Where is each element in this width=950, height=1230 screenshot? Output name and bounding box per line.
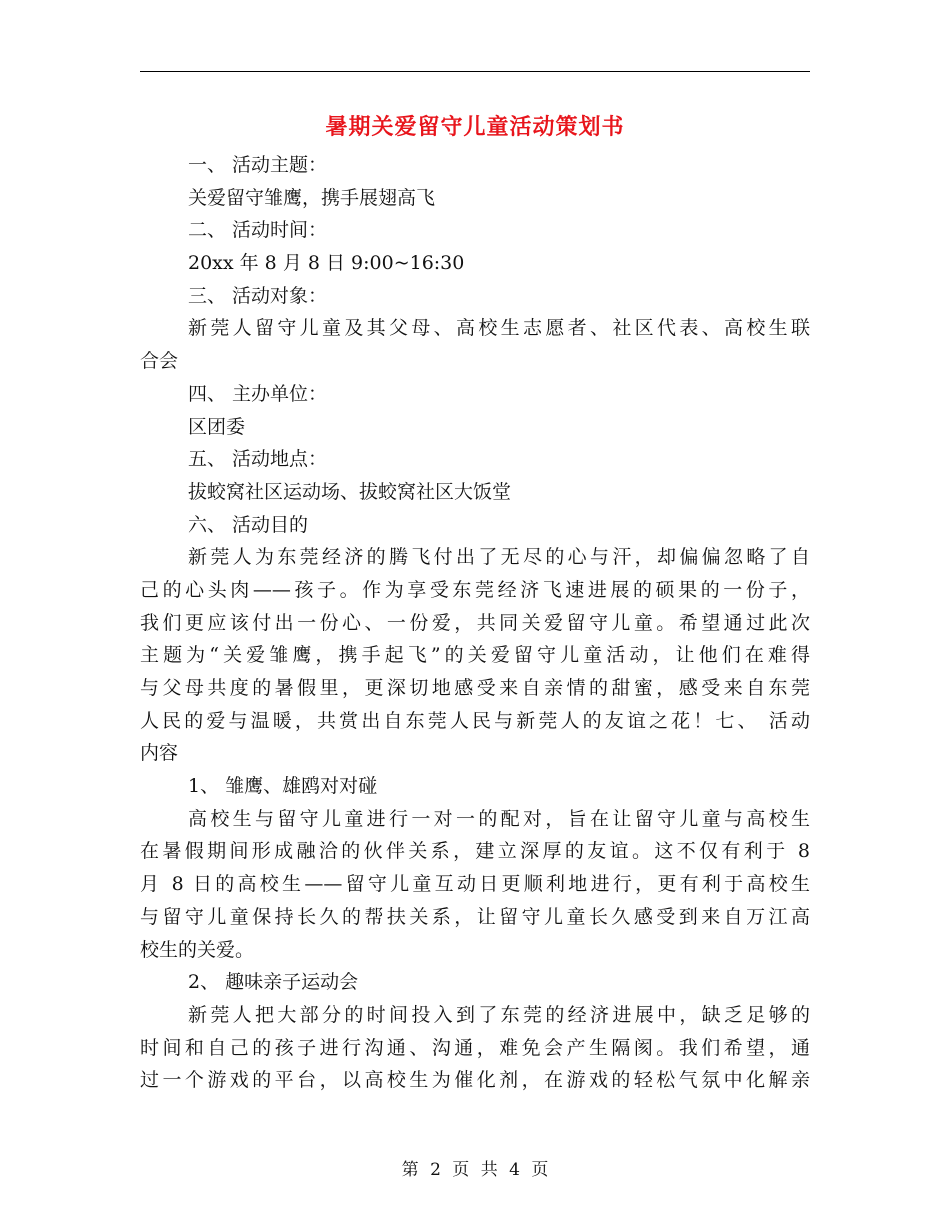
document-title: 暑期关爱留守儿童活动策划书 bbox=[325, 114, 625, 140]
text-line: 五、 活动地点： bbox=[188, 448, 328, 471]
text-line: 在暑假期间形成融洽的伙伴关系，建立深厚的友谊。这不仅有利于 8 bbox=[140, 840, 810, 863]
text-line: 六、 活动目的 bbox=[188, 513, 309, 536]
text-line: 四、 主办单位： bbox=[188, 382, 328, 405]
text-line: 合会 bbox=[140, 350, 179, 373]
text-line: 新莞人把大部分的时间投入到了东莞的经济进展中，缺乏足够的 bbox=[188, 1003, 810, 1026]
text-line: 己的心头肉——孩子。作为享受东莞经济飞速进展的硕果的一份子， bbox=[140, 578, 810, 601]
text-line: 区团委 bbox=[188, 415, 246, 438]
text-line: 主题为“关爱雏鹰，携手起飞”的关爱留守儿童活动，让他们在难得 bbox=[140, 644, 810, 667]
text-line: 与留守儿童保持长久的帮扶关系，让留守儿童长久感受到来自万江高 bbox=[140, 905, 810, 928]
header-rule bbox=[140, 71, 810, 72]
text-line: 校生的关爱。 bbox=[140, 938, 255, 961]
text-line: 内容 bbox=[140, 742, 179, 765]
text-line: 1、 雏鹰、雄鸥对对碰 bbox=[188, 775, 378, 798]
text-line: 与父母共度的暑假里，更深切地感受来自亲情的甜蜜，感受来自东莞 bbox=[140, 677, 810, 699]
text-line: 时间和自己的孩子进行沟通、沟通，难免会产生隔阂。我们希望，通 bbox=[140, 1036, 810, 1059]
text-line: 新莞人留守儿童及其父母、高校生志愿者、社区代表、高校生联 bbox=[188, 317, 810, 340]
text-line: 高校生与留守儿童进行一对一的配对，旨在让留守儿童与高校生 bbox=[188, 807, 810, 830]
document-body bbox=[140, 149, 810, 1097]
text-line: 20xx 年 8 月 8 日 9:00~16:30 bbox=[188, 252, 465, 275]
text-line: 一、 活动主题： bbox=[188, 154, 328, 176]
text-line: 关爱留守雏鹰，携手展翅高飞 bbox=[188, 186, 436, 209]
text-line: 人民的爱与温暖，共赏出自东莞人民与新莞人的友谊之花！七、 活动 bbox=[140, 709, 810, 732]
page-footer: 第 2 页 共 4 页 bbox=[401, 1160, 549, 1180]
text-line: 我们更应该付出一份心、一份爱，共同关爱留守儿童。希望通过此次 bbox=[140, 611, 810, 634]
text-line: 月 8 日的高校生——留守儿童互动日更顺利地进行，更有利于高校生 bbox=[140, 873, 810, 896]
text-line: 二、 活动时间： bbox=[188, 219, 328, 242]
text-line: 过一个游戏的平台，以高校生为催化剂，在游戏的轻松气氛中化解亲 bbox=[140, 1069, 810, 1092]
text-line: 三、 活动对象： bbox=[188, 284, 328, 307]
text-line: 拔蛟窝社区运动场、拔蛟窝社区大饭堂 bbox=[188, 480, 512, 503]
text-line: 2、 趣味亲子运动会 bbox=[188, 971, 359, 994]
text-line: 新莞人为东莞经济的腾飞付出了无尽的心与汗，却偏偏忽略了自 bbox=[188, 546, 810, 569]
